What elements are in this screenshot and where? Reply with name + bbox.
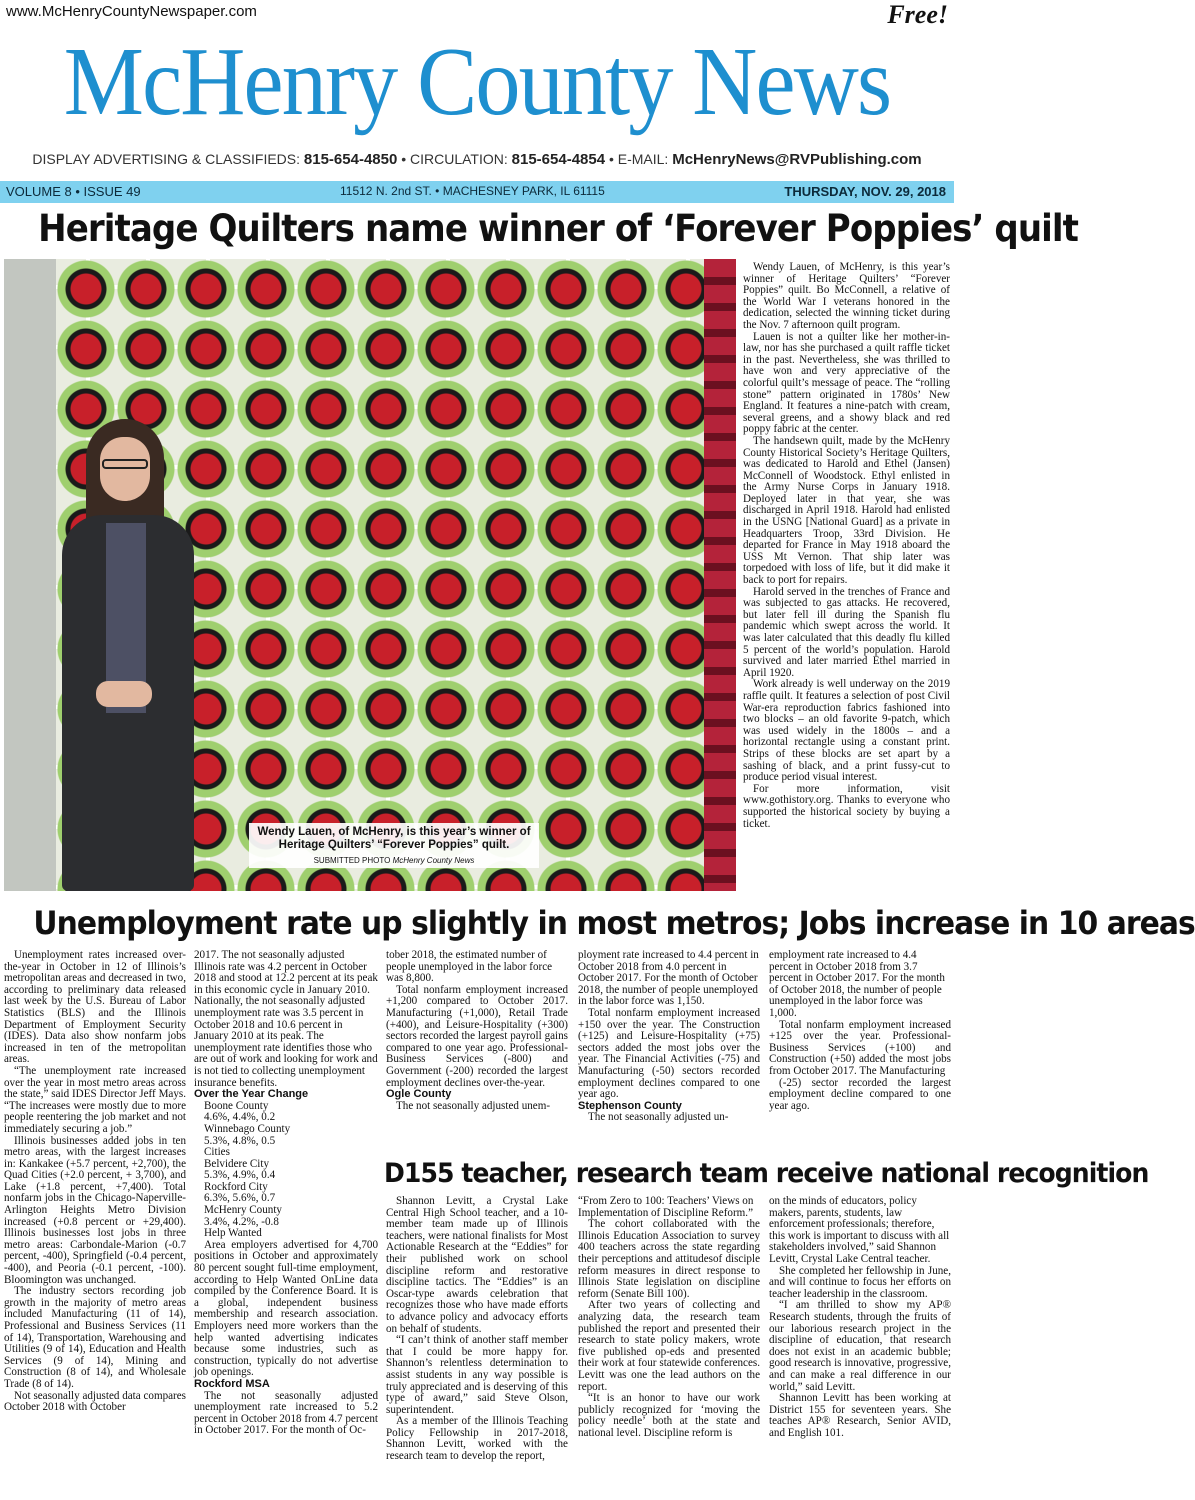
change-item: 5.3%, 4.8%, 0.5 — [204, 1134, 276, 1147]
jobs-paragraph: Unemployment rates increased over-the-year in October in 12 of Illinois’s metropolitan areas and decreased in two, according to preliminary data released last week by the U.S. Bureau of Labor Statistics (BLS) and the Illinois Department of Employment Security (IDES). Data also show nonfarm jobs increased in ten of the metropolitan areas. — [4, 949, 186, 1066]
person-hands — [96, 681, 152, 707]
person-face — [100, 437, 150, 501]
contact-label-advertising: DISPLAY ADVERTISING & CLASSIFIEDS: — [32, 151, 304, 167]
website-url: www.McHenryCountyNewspaper.com — [6, 3, 257, 20]
ogle-county-heading: Ogle County — [386, 1088, 452, 1101]
jobs-paragraph: The not seasonally adjusted un- — [588, 1111, 729, 1124]
jobs-paragraph: Area employers advertised for 4,700 positions in October and approximately 80 percent sought full-time employment, according to Help Wanted OnLine data compiled by the Conference Board. It is a global, independent business membership and research association. Employers need more workers than the help wanted advertising indicates because some industries, such as construction, typically do not advertise job openings. — [194, 1238, 378, 1379]
jobs-paragraph: Total nonfarm employment increased +1,200 compared to October 2017. Manufacturing (+1,000), Retail Trade (+400), and Leisure-Hospitality (+300) sectors recorded the largest payroll gains compared to one year ago. Professional-Business Services (-800) and Government (-200) recorded the largest employment declines over-the-year. — [386, 983, 568, 1089]
contact-label-email: • E-MAIL: — [605, 151, 673, 167]
quilt-paragraph: The handsewn quilt, made by the McHenry County Historical Society’s Heritage Quilters, was dedicated to Harold and Ethel (Jansen) McConnell of Woodstock. Ethyl enlisted in the Army Nurse Corps in January 1918. Deployed later in that year, she was discharged in April 1918. Harold had enlisted in the USNG [National Guard] as a private in Headquarters Troop, 33rd Division. He departed for France in May 1918 aboard the USS Mt Vernon. That ship later was torpedoed with loss of life, but it did make it back to port for repairs. — [743, 434, 950, 587]
change-item: Cities — [204, 1146, 230, 1159]
contact-line — [0, 151, 954, 168]
rockford-msa-heading: Rockford MSA — [194, 1377, 270, 1390]
quilt-photo — [4, 259, 736, 891]
jobs-paragraph: The not seasonally adjusted unemployment rate increased to 5.2 percent in October 2018 from 4.7 percent in October 2017. For the month of Oc- — [194, 1389, 378, 1437]
jobs-paragraph: The industry sectors recording job growth in the majority of metro areas included Manufacturing (11 of 14), Professional and Business Services (11 of 14), Transportation, Warehousing and Utilities (9 of 14), Education and Health Services (9 of 14), Mining and Construction (8 of 14), and Wholesale Trade (8 of 14). — [4, 1285, 186, 1390]
jobs-paragraph: Total nonfarm employment increased +150 over the year. The Construction (+125) and Leisure-Hospitality (+75) sectors added the most jobs over the year. The Financial Activities (-75) and Manufacturing (-50) sectors recorded employment declines compared to one year ago. — [578, 1006, 760, 1101]
quilt-paragraph: Lauen is not a quilter like her mother-in-law, nor has she purchased a quilt raffle ticket in the past. Nevertheless, she was thrilled to have won and very appreciative of the colorful quilt’s message of peace. The “rolling stone” pattern originated in 1780s’ New England. It features a nine-patch with cream, several greens, and a showy black and red poppy fabric at the center. — [743, 330, 950, 436]
change-item: 6.3%, 5.6%, 0.7 — [204, 1192, 276, 1205]
change-item: Rockford City — [204, 1180, 268, 1193]
d155-column-1 — [386, 1196, 568, 1498]
quilt-story-headline: Heritage Quilters name winner of ‘Forever Poppies’ quilt — [38, 207, 1079, 250]
change-item: 5.3%, 4.9%, 0.4 — [204, 1169, 276, 1182]
stephenson-county-heading: Stephenson County — [578, 1099, 682, 1112]
credit-source: McHenry County News — [392, 856, 475, 865]
quilt-paragraph: Work already is well underway on the 2019 raffle quilt. It features a selection of post Civil War-era reproduction fabrics fashioned into two blocks – an old favorite 9-patch, which was used widely in the 1800s – and a horizontal rectangle using a constant print. Strips of these blocks are set apart by a sashing of black, and a print fussy-cut to produce period visual interest. — [743, 678, 950, 784]
d155-paragraph: Shannon Levitt has been working at District 155 for seventeen years. She teaches AP® Research, Senior AVID, and English 101. — [769, 1392, 951, 1439]
change-item: Winnebago County — [204, 1122, 291, 1135]
change-item: Belvidere City — [204, 1157, 270, 1170]
contact-label-circulation: • CIRCULATION: — [397, 151, 512, 167]
advertising-phone: 815-654-4850 — [303, 151, 398, 168]
jobs-paragraph: The not seasonally adjusted unem- — [396, 1099, 551, 1112]
jobs-paragraph: ployment rate increased to 4.4 percent in October 2018 from 4.0 percent in October 2017. For the month of October 2018, the number of people unemployed in the labor force was 1,150. — [578, 949, 759, 1008]
jobs-column-2 — [194, 950, 378, 1498]
jobs-column-1 — [4, 950, 186, 1498]
quilt-border — [704, 259, 736, 891]
jobs-paragraph: tober 2018, the estimated number of people unemployed in the labor force was 8,800. — [386, 949, 553, 985]
jobs-column-3 — [386, 950, 568, 1150]
issue-date: THURSDAY, NOV. 29, 2018 — [784, 184, 946, 199]
volume-issue: VOLUME 8 • ISSUE 49 — [6, 184, 141, 199]
jobs-paragraph: 2017. The not seasonally adjusted Illinois rate was 4.2 percent in October 2018 and stood at 12.2 percent at its peak in this economic cycle in January 2010. Nationally, the not seasonally adjusted unemployment rate was 3.5 percent in October 2018 and 10.6 percent in January 2010 at its peak. The unemployment rate identifies those who are out of work and looking for work and is not tied to collecting unemployment insurance benefits. — [194, 949, 378, 1089]
quilt-story-body — [743, 262, 950, 900]
d155-paragraph: on the minds of educators, policy makers, parents, students, law enforcement professionals; therefore, this work is important to discuss with all stakeholders involved,” said Shannon Levitt, Crystal Lake Central teacher. — [769, 1195, 950, 1265]
jobs-story-headline: Unemployment rate up slightly in most metros; Jobs increase in 10 areas — [33, 904, 1195, 942]
change-item: 3.4%, 4.2%, -0.8 — [204, 1215, 279, 1228]
change-item: 4.6%, 4.4%, 0.2 — [204, 1111, 276, 1124]
change-item: Boone County — [204, 1099, 269, 1112]
free-label: Free! — [887, 0, 948, 29]
contact-email: McHenryNews@RVPublishing.com — [672, 151, 922, 168]
d155-paragraph: “From Zero to 100: Teachers’ Views on Implementation of Discipline Reform.” — [578, 1195, 754, 1219]
jobs-paragraph: Total nonfarm employment increased +125 over the year. Professional-Business Services (+100) and Construction (+50) added the most jobs from October 2017. The Manufacturing — [769, 1018, 951, 1077]
photo-caption — [249, 823, 539, 868]
d155-paragraph: The cohort collaborated with the Illinois Education Association to survey 400 teachers across the state regarding their perceptions and attitudesof disciple reform measures in direct response to Illinois State legislation on discipline reform (Senate Bill 100). — [578, 1218, 760, 1300]
d155-story-headline: D155 teacher, research team receive national recognition — [384, 1158, 1149, 1189]
person-glasses — [102, 459, 148, 469]
d155-paragraph: “It is an honor to have our work publicly recognized for ‘moving the policy needle’ both at the state and national level. Discipline reform is — [578, 1392, 760, 1439]
d155-column-3 — [769, 1196, 951, 1498]
jobs-paragraph: “The unemployment rate increased over the year in most metro areas across the state,” said IDES Director Jeff Mays. “The increases were mostly due to more people reentering the job market and not immediately securing a job.” — [4, 1064, 186, 1135]
jobs-paragraph: Not seasonally adjusted data compares October 2018 with October — [4, 1389, 186, 1414]
d155-paragraph: “I can’t think of another staff member that I could be more happy for. Shannon’s relentless determination to assist students in any way possible is truly appreciated and is deserving of this type of award,” said Steve Olson, superintendent. — [386, 1334, 568, 1416]
publisher-address: 11512 N. 2nd ST. • MACHESNEY PARK, IL 61115 — [340, 184, 605, 198]
jobs-paragraph: employment rate increased to 4.4 percent in October 2018 from 3.7 percent in October 2017. For the month of October 2018, the number of people unemployed in the labor force was 1,000. — [769, 949, 945, 1019]
d155-paragraph: Shannon Levitt, a Crystal Lake Central High School teacher, and a 10-member team made up of Illinois teachers, were national finalists for Most Actionable Research at the “Eddies” for their published work on school discipline reform and restorative discipline tactics. The “Eddies” is an Oscar-type awards celebration that recognizes those who have made efforts to advance policy and advocacy efforts on behalf of students. — [386, 1195, 568, 1335]
jobs-column-4 — [578, 950, 760, 1150]
credit-label: SUBMITTED PHOTO — [313, 856, 391, 865]
d155-paragraph: “I am thrilled to show my AP® Research students, through the fruits of our laborious research project in the discipline of education, that research does not exist in an academic bubble; good research is innovative, progressive, and can make a real difference in our world,” said Levitt. — [769, 1299, 951, 1393]
quilt-paragraph: Wendy Lauen, of McHenry, is this year’s winner of Heritage Quilters’ “Forever Poppies” quilt. Bo McConnell, a relative of the World War I veterans honored in the dedication, selected the winning ticket during the Nov. 7 afternoon quilt program. — [743, 261, 950, 331]
issue-info-band — [0, 181, 954, 203]
caption-text: Wendy Lauen, of McHenry, is this year’s winner of Heritage Quilters’ “Forever Poppies” quilt. — [257, 826, 531, 851]
change-item: Help Wanted — [204, 1227, 262, 1240]
photo-person — [56, 419, 206, 891]
quilt-paragraph: Harold served in the trenches of France and was subjected to gas attacks. He recovered, but later fell ill during the Spanish flu pandemic which swept across the world. It was later calculated that this deadly flu killed 5 percent of the world’s population. Harold survived and later married Ethel married in April 1920. — [743, 585, 950, 679]
photo-wall — [4, 259, 60, 891]
d155-paragraph: She completed her fellowship in June, and will continue to focus her efforts on teacher leadership in the classroom. — [769, 1264, 951, 1300]
d155-paragraph: After two years of collecting and analyzing data, the research team published the report and presented their research to state policy makers, wrote five published op-eds and presented their work at four statewide conferences. Levitt was one the lead authors on the report. — [578, 1299, 760, 1393]
photo-credit — [253, 856, 535, 865]
jobs-paragraph: Illinois businesses added jobs in ten metro areas, with the largest increases in: Kankakee (+5.7 percent, +2,700), the Quad Cities (+2.0 percent, + 3,700), and Lake (+1.8 percent, +7,400). Total nonfarm jobs in the Chicago-Naperville-Arlington Heights Metro Division increased (+0.8 percent or +29,400). Illinois businesses lost jobs in three metro areas: Carbondale-Marion (-0.7 percent, -400), Springfield (-0.4 percent, -400), and Peoria (-0.1 percent, -100). Bloomington was unchanged. — [4, 1134, 186, 1286]
over-the-year-heading: Over the Year Change — [194, 1088, 309, 1101]
jobs-column-5 — [769, 950, 951, 1150]
change-item: McHenry County — [204, 1204, 282, 1217]
quilt-paragraph: For more information, visit www.gothistory.org. Thanks to everyone who supported the historical society by buying a ticket. — [743, 782, 950, 830]
circulation-phone: 815-654-4854 — [511, 151, 606, 168]
masthead-title: McHenry County News — [63, 28, 891, 136]
d155-column-2 — [578, 1196, 760, 1498]
jobs-paragraph: (-25) sector recorded the largest employment decline compared to one year ago. — [769, 1076, 951, 1112]
d155-paragraph: As a member of the Illinois Teaching Policy Fellowship in 2017-2018, Shannon Levitt, worked with the research team to develop the report, — [386, 1415, 568, 1463]
